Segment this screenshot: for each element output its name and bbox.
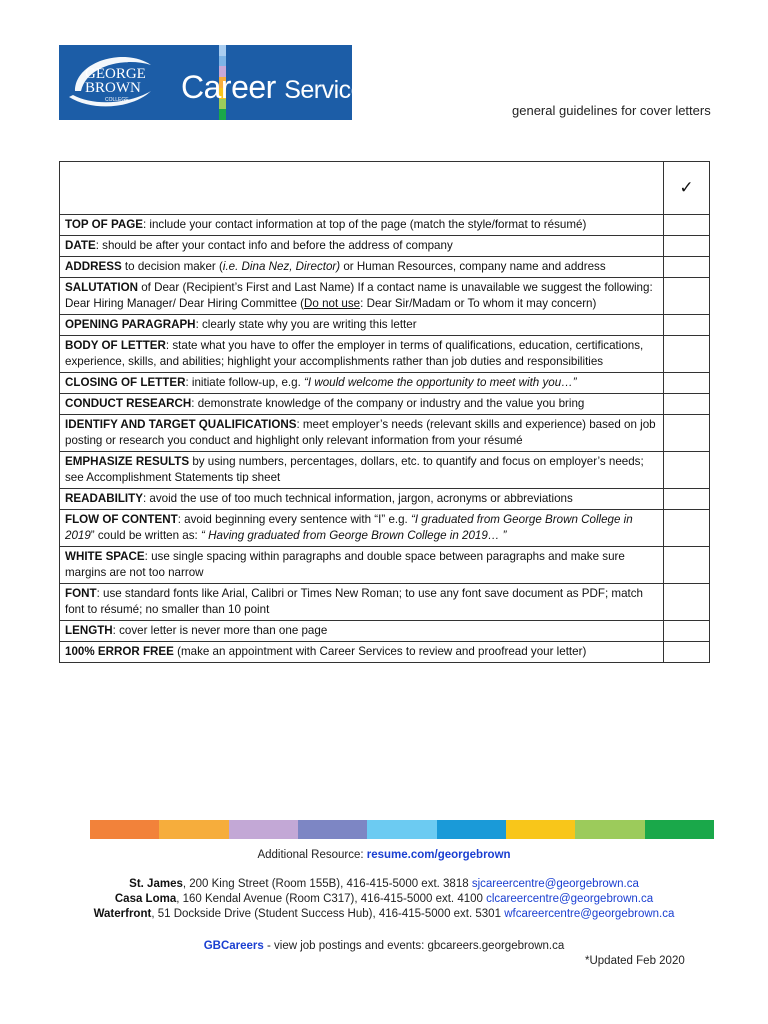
guideline-text: : Dear Sir/Madam or To whom it may concern)	[360, 297, 597, 310]
color-band-segment	[645, 820, 714, 839]
guideline-text: : meet employer’s needs (relevant skills and experience) based on job posting or research you conduct and highlight only relevant information from your résumé	[65, 418, 656, 447]
svg-text:BROWN: BROWN	[85, 80, 141, 96]
gbcareers-link[interactable]: GBCareers	[203, 940, 264, 952]
guideline-cell	[60, 642, 664, 663]
guideline-text: : initiate follow-up, e.g.	[185, 376, 305, 389]
checklist-header-row	[60, 162, 710, 215]
guideline-cell	[60, 257, 664, 278]
checkbox-cell[interactable]	[664, 394, 710, 415]
guideline-text: to decision maker (	[121, 260, 223, 273]
guideline-text: by using numbers, percentages, dollars, etc. to quantify and focus on employer’s needs; see Accomplishment Statements tip sheet	[65, 455, 644, 484]
guideline-text: of Dear (Recipient’s First and Last Name) If a contact name is unavailable we suggest the following: Dear Hiring Manager/ Dear Hiring Committee (	[65, 281, 653, 310]
george-brown-emblem	[65, 51, 153, 113]
guideline-text: : cover letter is never more than one page	[112, 624, 328, 637]
guideline-term: LENGTH	[65, 624, 113, 637]
guideline-cell	[60, 621, 664, 642]
checkbox-cell[interactable]	[664, 415, 710, 452]
guideline-term: 100% ERROR FREE	[65, 645, 174, 658]
guideline-example: “ Having graduated from George Brown College in 2019… ”	[201, 529, 507, 542]
color-band	[90, 820, 714, 839]
guideline-cell	[60, 452, 664, 489]
guideline-text: : clearly state why you are writing this letter	[195, 318, 417, 331]
checklist-row	[60, 257, 710, 278]
document-subtitle: general guidelines for cover letters	[512, 103, 711, 118]
checklist-row	[60, 510, 710, 547]
guideline-text: ” could be written as:	[90, 529, 201, 542]
logo-stripe	[219, 45, 226, 56]
guideline-term: FONT	[65, 587, 97, 600]
guideline-cell	[60, 510, 664, 547]
guideline-cell	[60, 215, 664, 236]
checkbox-cell[interactable]	[664, 236, 710, 257]
guideline-term: TOP OF PAGE	[65, 218, 143, 231]
checklist-row	[60, 642, 710, 663]
checkbox-cell[interactable]	[664, 257, 710, 278]
guideline-term: CLOSING OF LETTER	[65, 376, 186, 389]
guideline-example: “I graduated from George Brown College in 2019	[65, 513, 633, 542]
checkbox-cell[interactable]	[664, 336, 710, 373]
additional-resource: Additional Resource: resume.com/georgebrown	[257, 849, 511, 861]
guideline-emphasis: Do not use	[304, 297, 361, 310]
location-waterfront: Waterfront, 51 Dockside Drive (Student Success Hub), 416-415-5000 ext. 5301 wfcareercentre@georgebrown.ca	[93, 908, 675, 920]
guideline-cell	[60, 394, 664, 415]
checkmark-header-icon: ✓	[664, 162, 710, 215]
guideline-text: : avoid beginning every sentence with “I” e.g.	[177, 513, 411, 526]
color-band-segment	[506, 820, 575, 839]
george-brown-career-services-logo	[59, 45, 377, 120]
guideline-cell	[60, 236, 664, 257]
gbcareers-line: GBCareers - view job postings and events: gbcareers.georgebrown.ca	[203, 940, 565, 952]
cover-letter-checklist	[59, 161, 710, 663]
checklist-row	[60, 394, 710, 415]
checklist-row	[60, 584, 710, 621]
guideline-term: DATE	[65, 239, 96, 252]
checkbox-cell[interactable]	[664, 315, 710, 336]
st-james-email-link[interactable]: sjcareercentre@georgebrown.ca	[471, 878, 639, 890]
checklist-row	[60, 315, 710, 336]
svg-text:GEORGE: GEORGE	[85, 66, 146, 82]
guideline-term: SALUTATION	[65, 281, 138, 294]
guideline-example: “I would welcome the opportunity to meet with you…”	[304, 376, 577, 389]
color-band-segment	[90, 820, 159, 839]
checkbox-cell[interactable]	[664, 373, 710, 394]
checklist-row	[60, 489, 710, 510]
guideline-text: : avoid the use of too much technical information, jargon, acronyms or abbreviations	[142, 492, 573, 505]
guideline-term: WHITE SPACE	[65, 550, 145, 563]
guideline-term: READABILITY	[65, 492, 143, 505]
checklist-row	[60, 215, 710, 236]
casa-loma-email-link[interactable]: clcareercentre@georgebrown.ca	[486, 893, 654, 905]
checkbox-cell[interactable]	[664, 510, 710, 547]
header-blank-cell	[60, 162, 664, 215]
guideline-text: : use standard fonts like Arial, Calibri or Times New Roman; to use any font save document as PDF; match font to résumé; no smaller than 10 point	[65, 587, 643, 616]
guideline-term: FLOW OF CONTENT	[65, 513, 178, 526]
checklist-row	[60, 336, 710, 373]
services-word: Services	[284, 76, 377, 104]
color-band-segment	[298, 820, 367, 839]
guideline-term: OPENING PARAGRAPH	[65, 318, 196, 331]
location-casa-loma: Casa Loma, 160 Kendal Avenue (Room C317), 416-415-5000 ext. 4100 clcareercentre@georgebrown.ca	[114, 893, 654, 905]
checklist-row	[60, 621, 710, 642]
resume-link[interactable]: resume.com/georgebrown	[366, 849, 511, 861]
checklist-row	[60, 452, 710, 489]
checklist-row	[60, 373, 710, 394]
logo-stripe	[219, 56, 226, 67]
checkbox-cell[interactable]	[664, 584, 710, 621]
checkbox-cell[interactable]	[664, 278, 710, 315]
guideline-cell	[60, 336, 664, 373]
guideline-text: : should be after your contact info and before the address of company	[95, 239, 453, 252]
checklist-row	[60, 278, 710, 315]
guideline-text: (make an appointment with Career Services to review and proofread your letter)	[173, 645, 587, 658]
guideline-text: : demonstrate knowledge of the company or industry and the value you bring	[191, 397, 585, 410]
guideline-cell	[60, 415, 664, 452]
guideline-term: CONDUCT RESEARCH	[65, 397, 192, 410]
updated-date: *Updated Feb 2020	[585, 955, 685, 967]
waterfront-email-link[interactable]: wfcareercentre@georgebrown.ca	[504, 908, 675, 920]
checklist-row	[60, 547, 710, 584]
guideline-term: IDENTIFY AND TARGET QUALIFICATIONS	[65, 418, 297, 431]
checkbox-cell[interactable]	[664, 215, 710, 236]
checkbox-cell[interactable]	[664, 642, 710, 663]
checklist-row	[60, 415, 710, 452]
guideline-term: ADDRESS	[65, 260, 122, 273]
svg-text:COLLEGE: COLLEGE	[105, 97, 129, 103]
checkbox-cell[interactable]	[664, 621, 710, 642]
guideline-example: i.e. Dina Nez, Director)	[222, 260, 341, 273]
checkbox-cell[interactable]	[664, 489, 710, 510]
color-band-segment	[437, 820, 506, 839]
career-services-wordmark	[181, 69, 376, 106]
guideline-cell	[60, 489, 664, 510]
location-st-james: St. James, 200 King Street (Room 155B), 416-415-5000 ext. 3818 sjcareercentre@georgebrown.ca	[129, 878, 639, 890]
guideline-cell	[60, 278, 664, 315]
career-word: Career	[181, 69, 276, 105]
guideline-term: EMPHASIZE RESULTS	[65, 455, 190, 468]
color-band-segment	[367, 820, 436, 839]
checkbox-cell[interactable]	[664, 452, 710, 489]
checklist-row	[60, 236, 710, 257]
guideline-cell	[60, 584, 664, 621]
guideline-cell	[60, 547, 664, 584]
color-band-segment	[159, 820, 228, 839]
logo-stripe	[219, 109, 226, 120]
guideline-text: : use single spacing within paragraphs and double space between paragraphs and make sure margins are not too narrow	[65, 550, 625, 579]
guideline-term: BODY OF LETTER	[65, 339, 166, 352]
guideline-text: : state what you have to offer the employer in terms of qualifications, education, certifications, experience, skills, and abilities; highlight your accomplishments rather than job duties and responsibilities	[65, 339, 644, 368]
checkbox-cell[interactable]	[664, 547, 710, 584]
color-band-segment	[575, 820, 644, 839]
guideline-cell	[60, 373, 664, 394]
color-band-segment	[229, 820, 298, 839]
guideline-text: or Human Resources, company name and address	[340, 260, 606, 273]
guideline-text: : include your contact information at top of the page (match the style/format to résumé)	[142, 218, 587, 231]
guideline-cell	[60, 315, 664, 336]
